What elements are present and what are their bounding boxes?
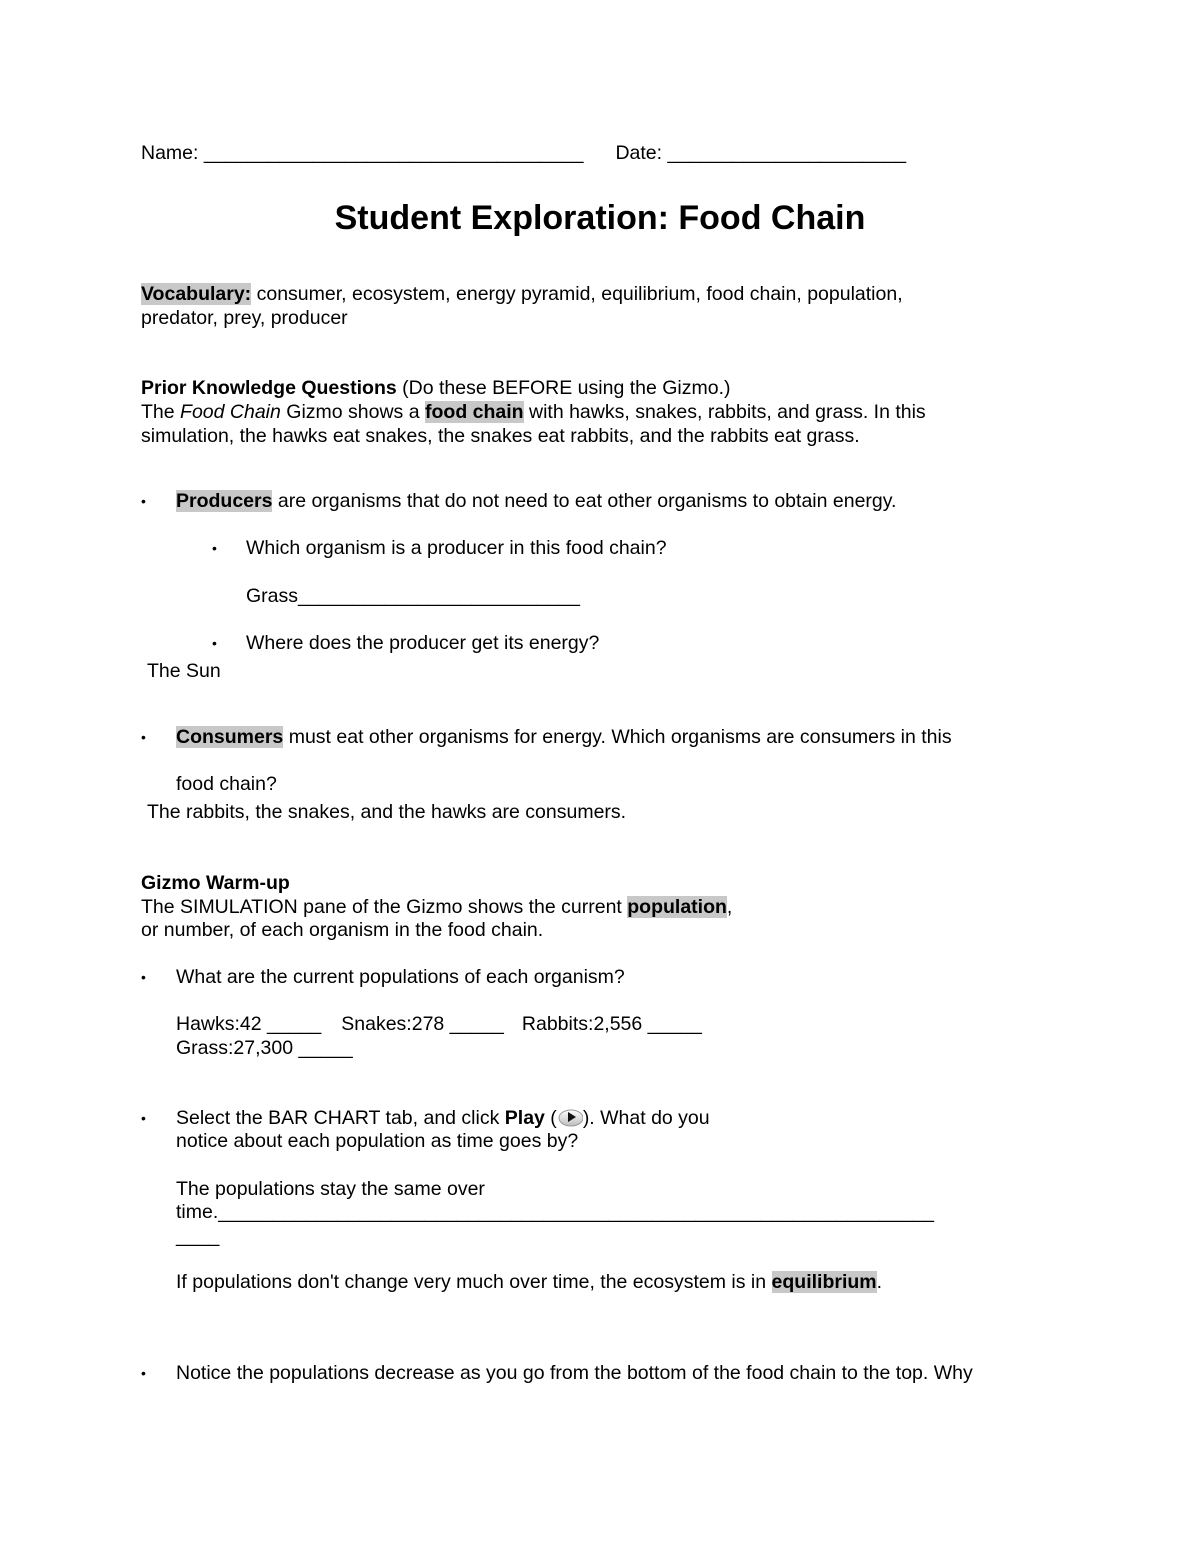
producers-text: are organisms that do not need to eat other organisms to obtain energy. bbox=[272, 490, 897, 512]
prior-knowledge-heading: Prior Knowledge Questions bbox=[141, 377, 397, 399]
warmup-heading-text: Gizmo Warm-up bbox=[141, 872, 290, 894]
answer-consumers: The rabbits, the snakes, and the hawks are consumers. bbox=[147, 801, 627, 823]
bullet: • bbox=[141, 493, 146, 509]
play-label: Play bbox=[504, 1107, 545, 1129]
warmup-intro-a: The SIMULATION pane of the Gizmo shows the current bbox=[141, 896, 628, 918]
term-producers: Producers bbox=[176, 490, 273, 512]
intro-text-c: with hawks, snakes, rabbits, and grass. In this bbox=[523, 401, 926, 423]
warmup-intro-line-1 bbox=[141, 895, 732, 919]
name-label: Name: bbox=[141, 142, 204, 164]
equilibrium-text-b: . bbox=[876, 1271, 883, 1293]
hawks-population: Hawks:42 _____ bbox=[176, 1013, 322, 1035]
consumers-line-1 bbox=[176, 725, 952, 749]
equilibrium-line bbox=[176, 1270, 882, 1294]
term-population: population bbox=[627, 896, 727, 918]
bullet: • bbox=[141, 1365, 146, 1381]
intro-text-b: Gizmo shows a bbox=[280, 401, 425, 423]
name-date-line bbox=[141, 141, 906, 165]
question-populations: What are the current populations of each organism? bbox=[176, 966, 625, 988]
consumers-text: must eat other organisms for energy. Which organisms are consumers in this bbox=[283, 726, 952, 748]
answer-producer-text: Grass bbox=[246, 585, 299, 607]
term-food-chain: food chain bbox=[425, 401, 524, 423]
bullet: • bbox=[212, 635, 217, 651]
bullet: • bbox=[212, 540, 217, 556]
name-blank: ___________________________________ bbox=[203, 142, 584, 164]
equilibrium-text-a: If populations don't change very much over time, the ecosystem is in bbox=[176, 1271, 772, 1293]
vocabulary-line-1 bbox=[141, 282, 903, 306]
answer-bar-chart-line-3: ____ bbox=[176, 1225, 220, 1247]
warmup-intro-b: , bbox=[726, 896, 733, 918]
grass-population: Grass:27,300 _____ bbox=[176, 1037, 353, 1059]
producers-line bbox=[176, 489, 896, 513]
bullet: • bbox=[141, 969, 146, 985]
prior-knowledge-heading-line bbox=[141, 376, 731, 400]
warmup-heading bbox=[141, 871, 290, 895]
prior-intro-line-1 bbox=[141, 400, 926, 424]
term-equilibrium: equilibrium bbox=[771, 1271, 877, 1293]
term-consumers: Consumers bbox=[176, 726, 284, 748]
snakes-population: Snakes:278 _____ bbox=[341, 1013, 504, 1035]
answer-energy-source: The Sun bbox=[147, 660, 221, 682]
vocabulary-terms-1: consumer, ecosystem, energy pyramid, equilibrium, food chain, population, bbox=[251, 283, 903, 305]
question-bar-chart-b: ( bbox=[544, 1107, 557, 1129]
question-bar-chart-line-1 bbox=[176, 1106, 710, 1130]
consumers-line-2: food chain? bbox=[176, 773, 277, 795]
date-label: Date: bbox=[615, 142, 668, 164]
answer-bar-chart-line-2: time.__________________________________________________________________ bbox=[176, 1201, 935, 1223]
gizmo-name: Food Chain bbox=[180, 401, 281, 423]
warmup-intro-line-2: or number, of each organism in the food chain. bbox=[141, 919, 544, 941]
bullet: • bbox=[141, 729, 146, 745]
populations-line-1 bbox=[176, 1012, 702, 1036]
question-bar-chart-line-2: notice about each population as time goes by? bbox=[176, 1130, 579, 1152]
bullet: • bbox=[141, 1110, 146, 1126]
vocabulary-label: Vocabulary: bbox=[141, 283, 252, 305]
prior-intro-line-2: simulation, the hawks eat snakes, the snakes eat rabbits, and the rabbits eat grass. bbox=[141, 425, 860, 447]
answer-producer-blank: __________________________ bbox=[298, 585, 580, 607]
answer-bar-chart-line-1: The populations stay the same over bbox=[176, 1178, 485, 1200]
rabbits-population: Rabbits:2,556 _____ bbox=[521, 1013, 702, 1035]
play-button-icon bbox=[557, 1107, 583, 1127]
intro-text-a: The bbox=[141, 401, 181, 423]
prior-knowledge-note: (Do these BEFORE using the Gizmo.) bbox=[396, 377, 731, 399]
question-energy-source: Where does the producer get its energy? bbox=[246, 632, 600, 654]
answer-producer bbox=[246, 584, 580, 608]
question-producer: Which organism is a producer in this food chain? bbox=[246, 537, 667, 559]
question-populations-decrease: Notice the populations decrease as you go from the bottom of the food chain to the top. Why bbox=[176, 1362, 973, 1384]
page-title: Student Exploration: Food Chain bbox=[334, 199, 866, 237]
question-bar-chart-a: Select the BAR CHART tab, and click bbox=[176, 1107, 505, 1129]
question-bar-chart-c: ). What do you bbox=[582, 1107, 710, 1129]
vocabulary-line-2: predator, prey, producer bbox=[141, 307, 348, 329]
date-blank: ______________________ bbox=[667, 142, 907, 164]
